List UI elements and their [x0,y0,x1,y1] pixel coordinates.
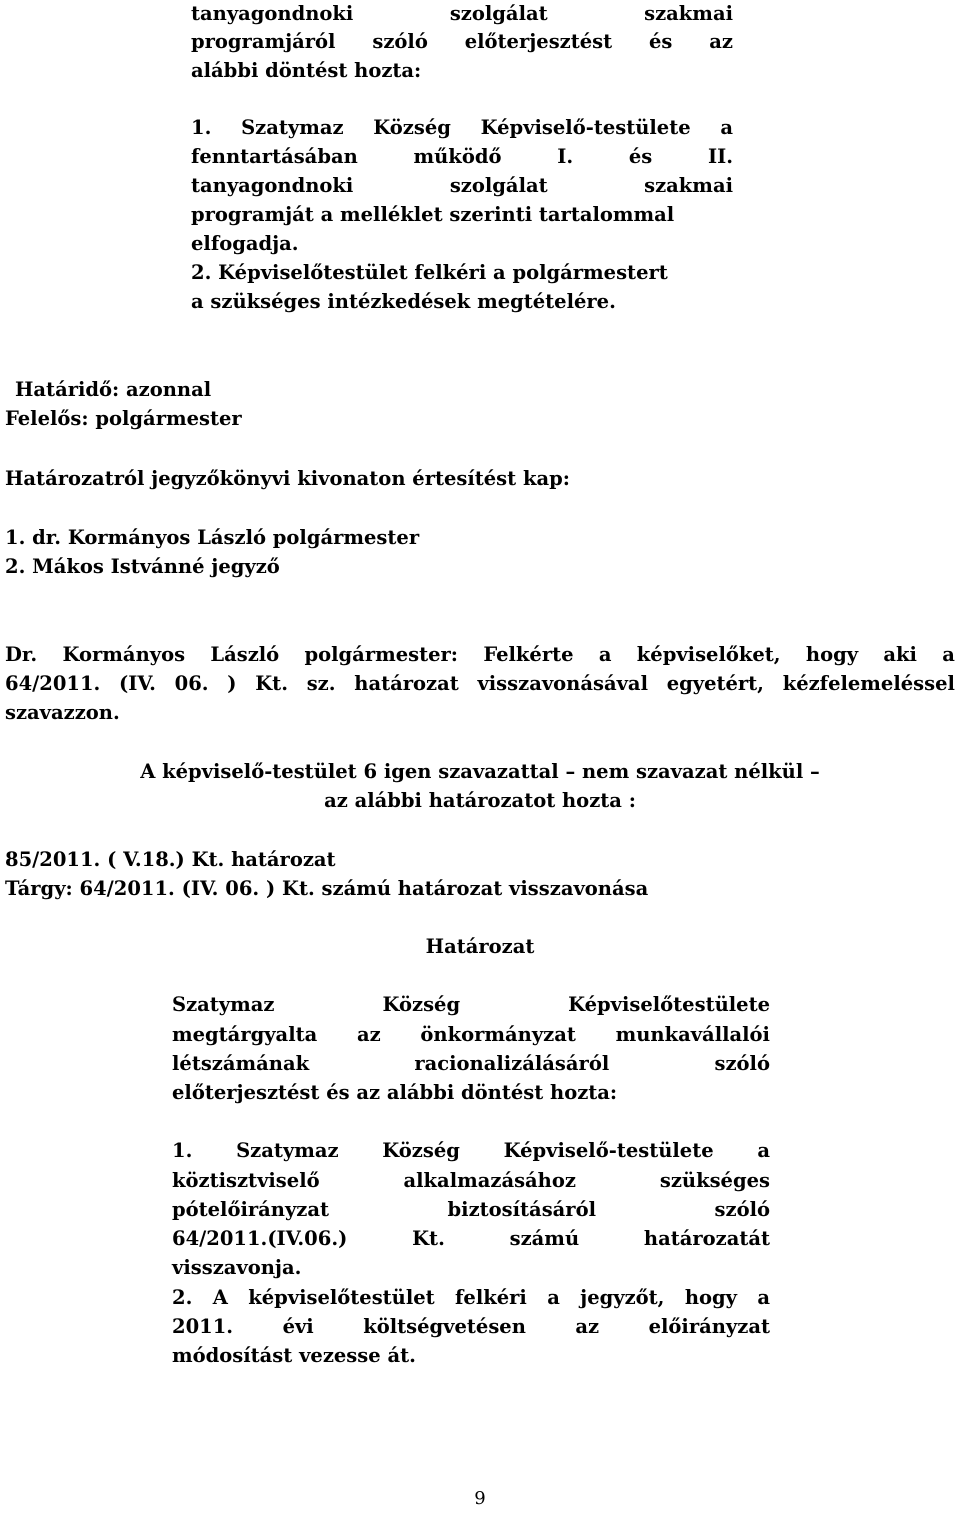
word: a [720,116,733,139]
speech-line-1 [5,641,955,669]
word: Kt. [255,672,288,695]
word: Község [382,1139,460,1162]
word: alkalmazásához [403,1169,576,1192]
word: fenntartásában [191,145,358,168]
word: (IV. [119,672,156,695]
word: programjáról [191,30,336,53]
word: a [757,1286,770,1309]
word: felkéri [455,1286,527,1309]
word: tanyagondnoki [191,174,354,197]
word: aki [883,643,917,666]
word: szóló [714,1052,770,1075]
word: II. [707,145,733,168]
vote-line-2: az alábbi határozatot hozta : [324,789,636,812]
word: az [709,30,733,53]
word: kézfelemeléssel [782,672,955,695]
b2-item1-line-3 [172,1196,770,1224]
b1-item1-line-4: programját a melléklet szerinti tartalommal [191,203,675,226]
word: Képviselő-testülete [480,116,691,139]
notify-heading: Határozatról jegyzőkönyvi kivonaton értesítést kap: [5,467,570,490]
word: 1. [172,1139,193,1162]
word: előterjesztést [464,30,613,53]
word: Kt. [412,1227,445,1250]
word: működő [413,145,502,168]
word: Felkérte [483,643,574,666]
recipient-1: 1. dr. Kormányos László polgármester [5,526,420,549]
word: a [942,643,955,666]
word: Szatymaz [241,116,344,139]
deadline: Határidő: azonnal [15,378,212,401]
word: létszámának [172,1052,310,1075]
b1-item1-line-2 [191,143,733,171]
word: határozatát [643,1227,770,1250]
b1-item2-line-2: a szükséges intézkedések megtételére. [191,290,616,313]
b2-item2-line-1 [172,1284,770,1312]
word: és [628,145,653,168]
word: előirányzat [648,1315,770,1338]
b1-item2-line-1: 2. Képviselőtestület felkéri a polgármestert [191,261,668,284]
word: pótelőirányzat [172,1198,330,1221]
b2-item1-line-1 [172,1137,770,1165]
word: az [356,1023,381,1046]
b1-item1-line-5: elfogadja. [191,232,299,255]
b2-line-1 [172,991,770,1019]
b2-line-4: előterjesztést és az alábbi döntést hozta: [172,1081,618,1104]
word: 06. [174,672,209,695]
word: polgármester: [304,643,458,666]
b2-line-2 [172,1021,770,1049]
resolution-subject: Tárgy: 64/2011. (IV. 06. ) Kt. számú határozat visszavonása [5,877,649,900]
recipient-2: 2. Mákos Istvánné jegyző [5,555,280,578]
word: hogy [805,643,859,666]
word: Képviselőtestülete [568,993,770,1016]
b2-item2-line-2 [172,1313,770,1341]
word: köztisztviselő [172,1169,320,1192]
b1-line-1 [191,0,733,28]
word: megtárgyalta [172,1023,318,1046]
word: 64/2011.(IV.06.) [172,1227,348,1250]
word: egyetért, [666,672,764,695]
resolution-heading: Határozat [425,935,535,958]
word: I. [557,145,574,168]
word: évi [282,1315,314,1338]
b2-item1-line-4 [172,1225,770,1253]
word: a [598,643,612,666]
word: Község [373,116,451,139]
word: ) [227,672,237,695]
b1-line-2 [191,28,733,56]
word: képviselőket, [636,643,781,666]
b2-item1-line-2 [172,1167,770,1195]
b2-item1-line-5: visszavonja. [172,1256,302,1279]
word: határozat [354,672,459,695]
speech-line-2 [5,670,955,698]
b1-line-3: alábbi döntést hozta: [191,59,422,82]
word: László [210,643,280,666]
vote-line-1: A képviselő-testület 6 igen szavazattal – nem szavazat nélkül – [140,760,820,783]
word: hogy [684,1286,737,1309]
word: szakmai [644,2,733,25]
word: munkavállalói [615,1023,770,1046]
word: sz. [306,672,336,695]
word: 2. [172,1286,193,1309]
b1-item1-line-3 [191,172,733,200]
word: a [757,1139,770,1162]
word: 2011. [172,1315,234,1338]
word: Dr. [5,643,38,666]
word: Kormányos [62,643,186,666]
b2-line-3 [172,1050,770,1078]
word: jegyzőt, [580,1286,665,1309]
word: racionalizálásáról [414,1052,610,1075]
word: Szatymaz [172,993,275,1016]
word: visszavonásával [477,672,648,695]
word: számú [509,1227,580,1250]
word: szóló [714,1198,770,1221]
speech-line-3: szavazzon. [5,701,120,724]
word: szolgálat [449,174,548,197]
b1-item1-line-1 [191,114,733,142]
word: szóló [372,30,428,53]
responsible: Felelős: polgármester [5,407,242,430]
word: költségvetésen [363,1315,526,1338]
word: Község [382,993,461,1016]
word: szakmai [644,174,733,197]
word: és [649,30,673,53]
word: tanyagondnoki [191,2,354,25]
word: az [575,1315,600,1338]
word: Képviselő-testülete [503,1139,714,1162]
word: A [212,1286,228,1309]
word: 1. [191,116,212,139]
b2-item2-line-3: módosítást vezesse át. [172,1344,416,1367]
word: Szatymaz [236,1139,339,1162]
word: szolgálat [449,2,548,25]
resolution-number: 85/2011. ( V.18.) Kt. határozat [5,848,336,871]
word: biztosításáról [447,1198,596,1221]
word: 64/2011. [5,672,101,695]
page-number: 9 [474,1488,486,1509]
word: szükséges [659,1169,770,1192]
word: önkormányzat [420,1023,576,1046]
word: a [547,1286,560,1309]
word: képviselőtestület [248,1286,435,1309]
